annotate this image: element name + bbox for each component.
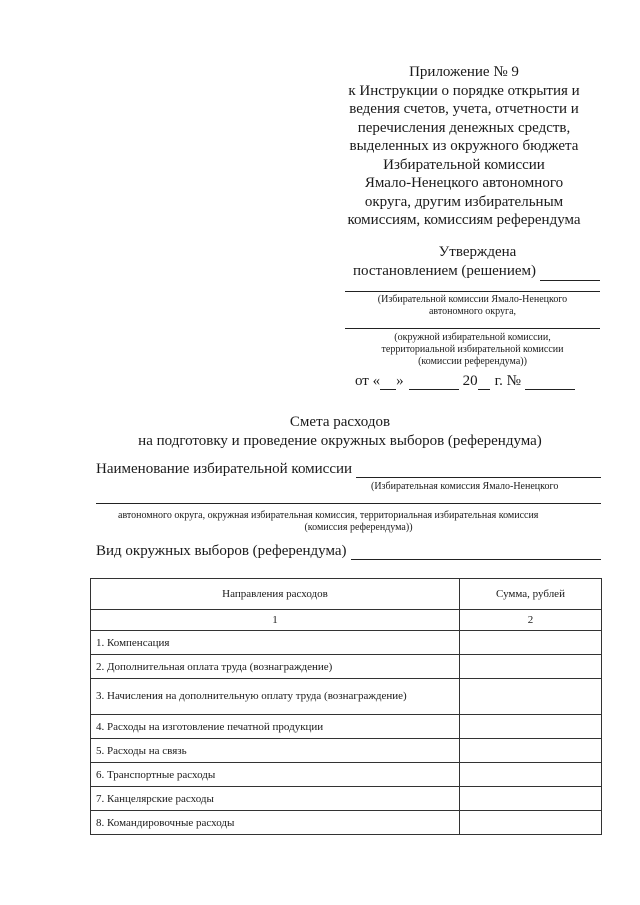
year-prefix: 20 xyxy=(462,373,478,389)
approved-label: Утверждена xyxy=(438,244,517,260)
number-blank xyxy=(525,375,575,390)
expense-table xyxy=(90,578,602,835)
table-row xyxy=(91,763,602,787)
approval-note-1 xyxy=(345,294,600,318)
column-number: 1 xyxy=(91,610,460,631)
day-blank xyxy=(380,375,396,390)
expense-amount-cell[interactable] xyxy=(460,655,602,679)
commission-note-c: (комиссия референдума)) xyxy=(304,522,413,533)
commission-block xyxy=(96,461,601,534)
table-row xyxy=(91,739,602,763)
blank-line xyxy=(345,291,600,292)
blank-line xyxy=(96,503,601,504)
year-blank xyxy=(478,375,490,390)
title-line-1: Смета расходов xyxy=(289,414,391,430)
expense-amount-cell[interactable] xyxy=(460,739,602,763)
expense-item: 3. Начисления на дополнительную оплату труда (вознаграждение) xyxy=(91,679,460,715)
table-row xyxy=(91,715,602,739)
date-close-quote: » xyxy=(396,373,404,389)
date-row xyxy=(355,373,575,390)
appendix-line: комиссиям, комиссиям референдума xyxy=(347,212,581,228)
election-kind-row xyxy=(96,543,601,560)
header-directions: Направления расходов xyxy=(91,579,460,610)
expense-item: 7. Канцелярские расходы xyxy=(91,787,460,811)
decree-blank xyxy=(540,266,600,281)
note-line: (окружной избирательной комиссии, xyxy=(394,332,551,343)
election-kind-label: Вид окружных выборов (референдума) xyxy=(96,543,347,559)
title-line-2: на подготовку и проведение окружных выборов (референдума) xyxy=(138,433,542,449)
commission-note-b: автономного округа, окружная избирательная комиссия, территориальная избирательная комиссия xyxy=(118,510,539,521)
appendix-header xyxy=(330,63,598,230)
document-title xyxy=(80,413,600,451)
appendix-line: к Инструкции о порядке открытия и xyxy=(348,82,580,99)
expense-item: 6. Транспортные расходы xyxy=(91,763,460,787)
expense-item: 5. Расходы на связь xyxy=(91,739,460,763)
table-row xyxy=(91,679,602,715)
date-from: от « xyxy=(355,373,381,389)
table-header-row xyxy=(91,579,602,610)
appendix-line: Избирательной комиссии xyxy=(383,156,545,173)
note-line: территориальной избирательной комиссии xyxy=(381,344,564,355)
expense-amount-cell[interactable] xyxy=(460,787,602,811)
commission-blank xyxy=(356,463,601,478)
column-number: 2 xyxy=(460,610,602,631)
commission-row xyxy=(96,461,601,478)
table-row xyxy=(91,811,602,835)
expense-item: 1. Компенсация xyxy=(91,631,460,655)
table-row xyxy=(91,631,602,655)
commission-note-a: (Избирательная комиссия Ямало-Ненецкого xyxy=(371,481,559,492)
approval-block xyxy=(345,243,600,368)
appendix-line: округа, другим избирательным xyxy=(364,193,564,210)
expense-item: 2. Дополнительная оплата труда (вознаграждение) xyxy=(91,655,460,679)
decree-label: постановлением (решением) xyxy=(352,263,536,279)
expense-amount-cell[interactable] xyxy=(460,763,602,787)
decree-row xyxy=(345,262,600,281)
expense-amount-cell[interactable] xyxy=(460,679,602,715)
expense-item: 4. Расходы на изготовление печатной продукции xyxy=(91,715,460,739)
table-row xyxy=(91,655,602,679)
note-line: автономного округа, xyxy=(428,306,517,317)
number-label: г. № xyxy=(494,373,521,389)
election-kind-blank xyxy=(351,545,601,560)
appendix-line: перечисления денежных средств, xyxy=(357,119,571,136)
expense-item: 8. Командировочные расходы xyxy=(91,811,460,835)
approval-note-2 xyxy=(345,332,600,368)
note-line: (Избирательной комиссии Ямало-Ненецкого xyxy=(377,294,568,305)
header-amount: Сумма, рублей xyxy=(460,579,602,610)
appendix-line: Ямало-Ненецкого автономного xyxy=(364,175,564,191)
appendix-line: ведения счетов, учета, отчетности и xyxy=(349,101,579,117)
month-blank xyxy=(409,375,459,390)
expense-amount-cell[interactable] xyxy=(460,631,602,655)
expense-amount-cell[interactable] xyxy=(460,811,602,835)
blank-line xyxy=(345,328,600,329)
column-number-row xyxy=(91,610,602,631)
expense-amount-cell[interactable] xyxy=(460,715,602,739)
commission-label: Наименование избирательной комиссии xyxy=(96,461,353,477)
appendix-line: Приложение № 9 xyxy=(409,64,519,80)
note-line: (комиссии референдума)) xyxy=(418,356,527,367)
appendix-line: выделенных из окружного бюджета xyxy=(349,138,579,154)
table-row xyxy=(91,787,602,811)
